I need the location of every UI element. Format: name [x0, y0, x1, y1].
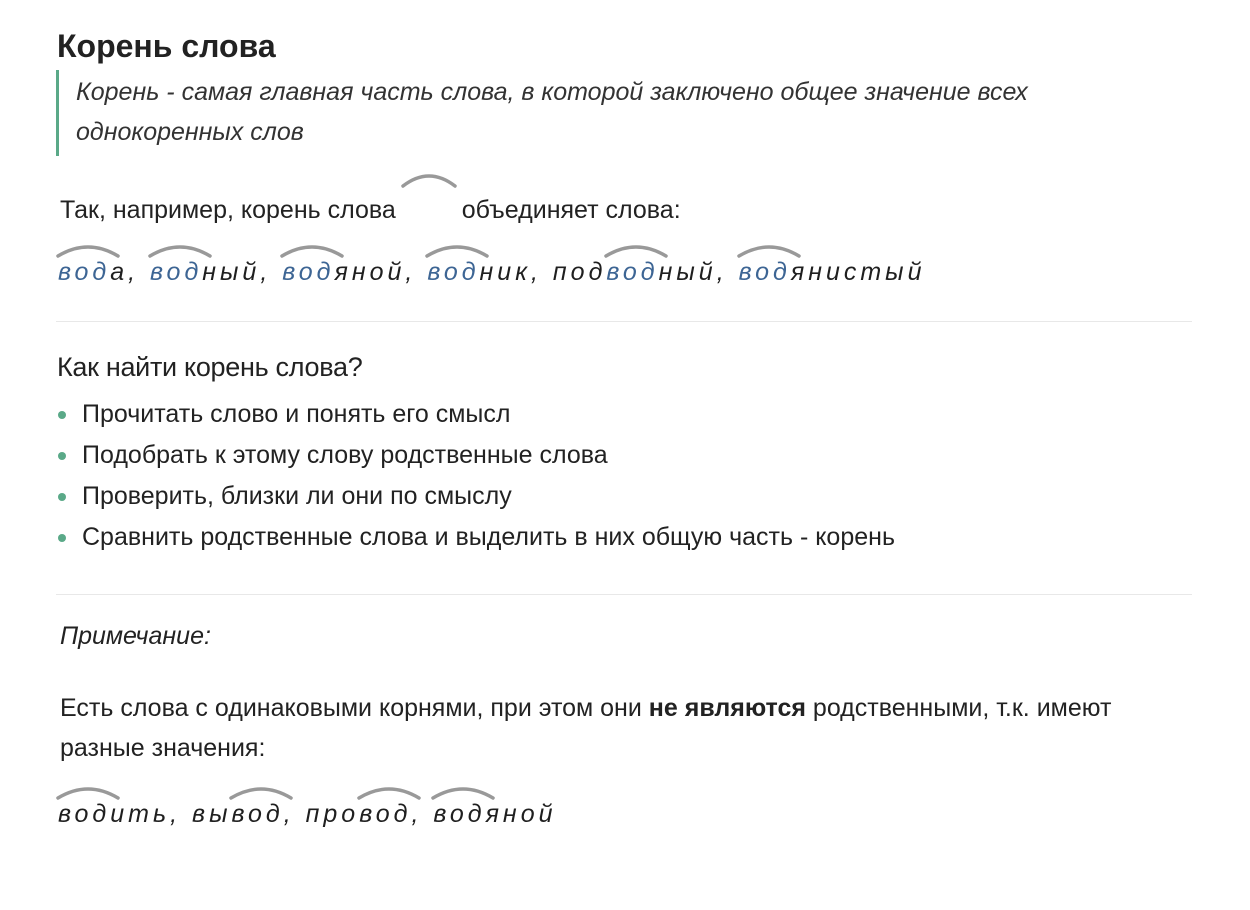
homonym-word-list [58, 800, 557, 829]
intro-text-before: Так, например, корень слова [60, 196, 396, 224]
root-arc-icon [400, 190, 458, 218]
word-ending-part: а [110, 258, 129, 286]
step-item [58, 476, 895, 517]
root-arc-icon [56, 242, 120, 260]
example-word [192, 800, 295, 828]
word-root: вод [231, 800, 283, 829]
example-word [553, 258, 728, 286]
word-prefix-part: про [305, 800, 360, 828]
word-ending-part: яной [334, 258, 406, 286]
section-divider [56, 594, 1192, 595]
word-separator: , [283, 800, 295, 828]
word-prefix-part: под [552, 258, 607, 286]
root-arc-icon [425, 242, 489, 260]
root-arc-icon [737, 242, 801, 260]
step-item [58, 435, 895, 476]
note-label: Примечание: [60, 622, 211, 650]
bullet-icon [58, 534, 66, 542]
word-root: вод [739, 258, 791, 287]
word-separator: , [531, 258, 542, 286]
word-root: вод [359, 800, 411, 829]
word-root: вод [58, 800, 110, 829]
word-root: вод [427, 258, 479, 287]
word-root: вод [150, 258, 202, 287]
word-root: вод [58, 258, 110, 287]
word-separator: , [128, 258, 140, 286]
root-arc-icon [148, 242, 212, 260]
word-separator: , [716, 258, 728, 286]
step-item [58, 517, 895, 558]
example-word [739, 258, 926, 286]
word-separator: , [260, 258, 272, 286]
intro-paragraph [60, 190, 681, 230]
definition-quote: Корень - самая главная часть слова, в которой заключено общее значение всех однокоренных слов [56, 70, 1176, 156]
note-paragraph [60, 688, 1180, 768]
example-word [427, 258, 542, 286]
word-root: вод [282, 258, 334, 287]
word-separator: , [411, 800, 423, 828]
word-root: вод [433, 800, 485, 829]
step-text: Подобрать к этому слову родственные слова [82, 441, 608, 469]
word-ending-part: ный [658, 258, 717, 286]
step-item [58, 394, 895, 435]
intro-text-after: объединяет слова: [461, 196, 681, 224]
example-word [58, 258, 139, 286]
note-text-before: Есть слова с одинаковыми корнями, при этом они [60, 694, 642, 722]
word-ending-part: ить [110, 800, 171, 828]
root-arc-icon [357, 784, 421, 802]
bullet-icon [58, 411, 66, 419]
how-to-title: Как найти корень слова? [57, 352, 363, 382]
section-divider [56, 321, 1192, 322]
root-arc-icon [229, 784, 293, 802]
root-arc-icon [604, 242, 668, 260]
root-arc-icon [280, 242, 344, 260]
bullet-icon [58, 493, 66, 501]
example-word [433, 800, 556, 828]
how-to-steps [58, 394, 895, 558]
word-ending-part: янистый [790, 258, 926, 286]
word-ending-part: ник [479, 258, 532, 286]
root-arc-icon [56, 784, 120, 802]
note-text-after: родственными, т.к. имеют разные значения: [60, 694, 1112, 762]
examples-word-list [58, 258, 925, 287]
word-root: вод [606, 258, 658, 287]
page-title: Корень слова [57, 28, 276, 64]
step-text: Сравнить родственные слова и выделить в них общую часть - корень [82, 523, 895, 551]
root-arc-icon [431, 784, 495, 802]
word-ending-part: яной [485, 800, 557, 828]
word-prefix-part: вы [192, 800, 232, 828]
example-word [306, 800, 423, 828]
bullet-icon [58, 452, 66, 460]
step-text: Проверить, близки ли они по смыслу [82, 482, 512, 510]
example-word [58, 800, 181, 828]
step-text: Прочитать слово и понять его смысл [82, 400, 511, 428]
example-word [282, 258, 416, 286]
word-ending-part: ный [202, 258, 261, 286]
note-bold-text: не являются [648, 694, 806, 722]
word-separator: , [405, 258, 417, 286]
word-separator: , [170, 800, 182, 828]
example-word [150, 258, 271, 286]
